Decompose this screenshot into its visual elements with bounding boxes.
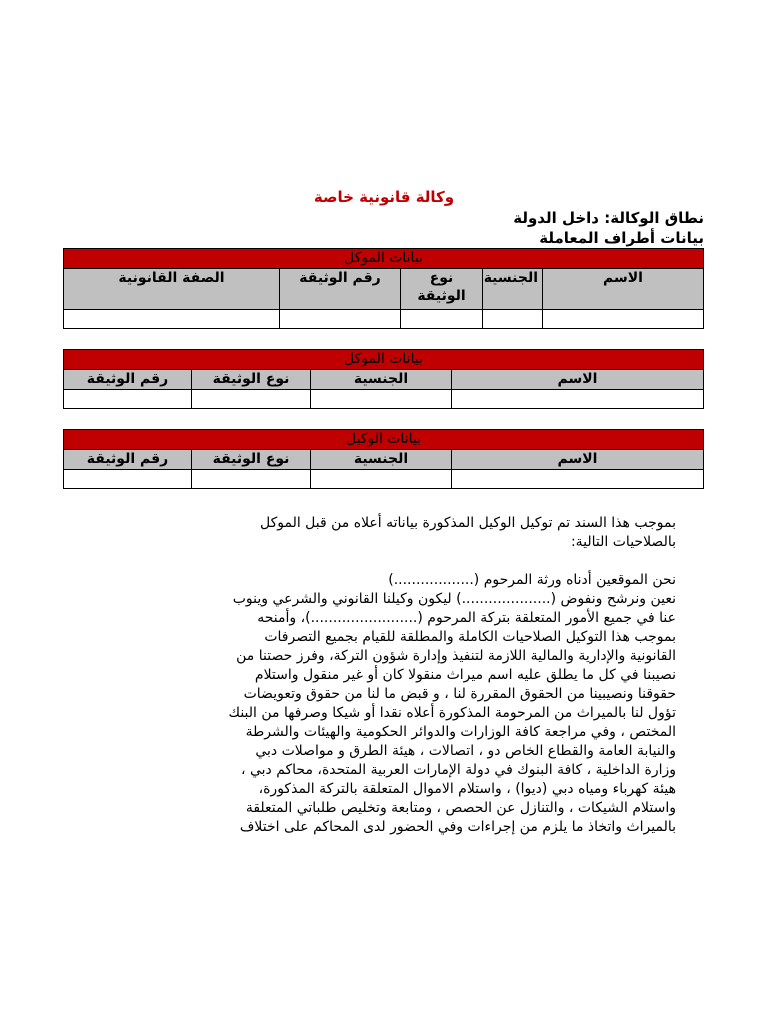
column-header-doc-type: نوع الوثيقة	[401, 269, 483, 310]
cell-doc-type[interactable]	[192, 470, 311, 489]
column-header-name: الاسم	[452, 370, 704, 390]
column-header-doc-type: نوع الوثيقة	[192, 370, 311, 390]
body-line: بالميراث واتخاذ ما يلزم من إجراءات وفي الحضور لدى المحاكم على اختلاف	[239, 819, 676, 835]
cell-doc-number[interactable]	[64, 470, 192, 489]
body-line: هيئة كهرباء ومياه دبي (ديوا) ، واستلام الاموال المتعلقة بالتركة المذكورة،	[258, 781, 676, 797]
cell-name[interactable]	[543, 310, 704, 329]
document-title: وكالة قانونية خاصة	[313, 188, 455, 206]
column-header-doc-type: نوع الوثيقة	[192, 450, 311, 470]
table-heading: بيانات الموكل	[63, 249, 703, 269]
body-line: نصيبنا في كل ما يطلق عليه اسم ميراث منقولا كان أو غير منقول واستلام	[254, 667, 676, 683]
document-page	[64, 186, 704, 489]
cell-doc-type[interactable]	[401, 310, 483, 329]
parties-line: بيانات أطراف المعاملة	[539, 229, 704, 247]
cell-doc-number[interactable]	[280, 310, 401, 329]
principal-table-1	[63, 248, 704, 329]
body-line: واستلام الشيكات ، والتنازل عن الحصص ، ومتابعة وتخليص طلباتي المتعلقة	[245, 800, 676, 816]
column-header-nationality: الجنسية	[311, 370, 452, 390]
agency-body-text	[96, 514, 676, 837]
scope-line: نطاق الوكالة: داخل الدولة	[513, 209, 704, 227]
intro-line: بموجب هذا السند تم توكيل الوكيل المذكورة بياناته أعلاه من قبل الموكل	[259, 515, 676, 531]
body-line: وزارة الداخلية ، كافة البنوك في دولة الإمارات العربية المتحدة، محاكم دبي ،	[240, 762, 676, 778]
principal-table-2	[63, 349, 704, 409]
column-header-doc-number: رقم الوثيقة	[280, 269, 401, 310]
intro-line: بالصلاحيات التالية:	[570, 534, 676, 550]
body-line: المختص ، وفي مراجعة كافة الوزارات والدوائر الحكومية والهيئات والشرطة	[245, 724, 676, 740]
body-line: تؤول لنا بالميراث من المرحومة المذكورة أعلاه نقدا أو شيكا وصرفها من البنك	[228, 705, 676, 721]
cell-name[interactable]	[452, 470, 704, 489]
body-line: والنيابة العامة والقطاع الخاص دو ، اتصالات ، هيئة الطرق و مواصلات دبي	[255, 743, 676, 759]
body-line: عنا في جميع الأمور المتعلقة بتركة المرحوم (........................)، وأمنحه	[257, 610, 676, 626]
cell-legal-capacity[interactable]	[63, 310, 279, 329]
cell-doc-type[interactable]	[192, 390, 311, 409]
cell-nationality[interactable]	[483, 310, 543, 329]
body-line: القانونية والإدارية والمالية اللازمة لتنفيذ وإدارة شؤون التركة، وفرز حصتنا من	[236, 648, 676, 664]
column-header-name: الاسم	[452, 450, 704, 470]
column-header-nationality: الجنسية	[483, 269, 543, 310]
body-line: نعين ونرشح ونفوض (....................) ليكون وكيلنا القانوني والشرعي وينوب	[232, 591, 676, 607]
table-heading: بيانات الموكل	[64, 350, 704, 370]
body-line: بموجب هذا التوكيل الصلاحيات الكاملة والمطلقة للقيام بجميع التصرفات	[264, 629, 676, 645]
cell-nationality[interactable]	[311, 470, 452, 489]
cell-name[interactable]	[452, 390, 704, 409]
table-heading: بيانات الوكيل	[64, 430, 704, 450]
agent-table	[63, 429, 704, 489]
column-header-doc-number: رقم الوثيقة	[64, 370, 192, 390]
cell-nationality[interactable]	[311, 390, 452, 409]
column-header-legal-capacity: الصفة القانونية	[63, 269, 279, 310]
body-line: نحن الموقعين أدناه ورثة المرحوم (..................)	[388, 572, 676, 588]
column-header-name: الاسم	[543, 269, 704, 310]
column-header-doc-number: رقم الوثيقة	[64, 450, 192, 470]
body-line: حقوقنا ونصيبينا من الحقوق المقررة لنا ، و قبض ما لنا من حقوق وتعويضات	[243, 686, 676, 702]
column-header-nationality: الجنسية	[311, 450, 452, 470]
cell-doc-number[interactable]	[64, 390, 192, 409]
